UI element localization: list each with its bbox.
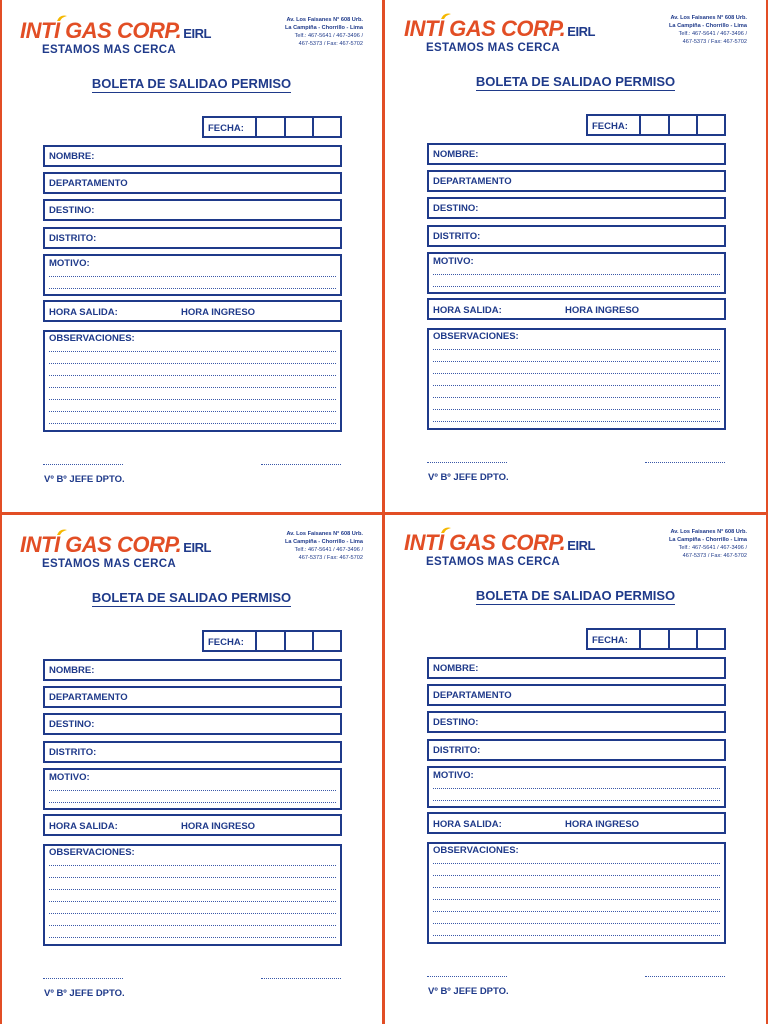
destino-label: DESTINO: (433, 717, 479, 728)
slogan: ESTAMOS MAS CERCA (426, 42, 560, 54)
motivo-field[interactable] (43, 254, 342, 296)
signature-line-left (427, 976, 507, 977)
fecha-field[interactable] (586, 114, 726, 136)
permit-slip (384, 0, 767, 510)
observaciones-line (433, 421, 720, 422)
observaciones-field[interactable] (427, 842, 726, 944)
observaciones-line (433, 899, 720, 900)
form-title-text: BOLETA DE SALIDAO PERMISO (475, 74, 676, 89)
signature-line-right (261, 978, 341, 979)
jefe-approval-label: Vº Bº JEFE DPTO. (44, 988, 125, 999)
permit-slip (384, 512, 767, 1024)
observaciones-line (49, 865, 336, 866)
observaciones-line (49, 411, 336, 412)
observaciones-line (49, 363, 336, 364)
observaciones-line (433, 863, 720, 864)
observaciones-line (433, 373, 720, 374)
form-title (0, 590, 383, 605)
fecha-month-cell[interactable] (668, 630, 670, 648)
observaciones-line (49, 925, 336, 926)
fecha-day-cell[interactable] (255, 118, 257, 136)
observaciones-line (433, 911, 720, 912)
brand-name (20, 532, 211, 558)
fecha-day-cell[interactable] (639, 630, 641, 648)
departamento-label: DEPARTAMENTO (433, 176, 512, 187)
destino-label: DESTINO: (433, 203, 479, 214)
hora-salida-label: HORA SALIDA: (49, 821, 118, 832)
nombre-field[interactable] (427, 143, 726, 165)
company-address (627, 528, 747, 560)
company-address (243, 16, 363, 48)
brand-name (404, 530, 595, 556)
destino-field[interactable] (427, 711, 726, 733)
address-line-1: Av. Los Faisanes N° 608 Urb. (670, 529, 747, 535)
motivo-line (49, 288, 336, 289)
fecha-label: FECHA: (592, 635, 628, 646)
address-line-2: La Campiña - Chorrillo - Lima (284, 25, 363, 31)
destino-label: DESTINO: (49, 205, 95, 216)
form-title (384, 74, 767, 89)
fecha-month-cell[interactable] (284, 118, 286, 136)
motivo-field[interactable] (427, 252, 726, 294)
motivo-line (433, 800, 720, 801)
hora-salida-label: HORA SALIDA: (433, 819, 502, 830)
phone-line-2: 467-5373 / Fax: 467-5702 (298, 41, 363, 47)
nombre-field[interactable] (43, 145, 342, 167)
distrito-field[interactable] (43, 227, 342, 249)
hora-field[interactable] (43, 300, 342, 322)
hora-salida-label: HORA SALIDA: (49, 307, 118, 318)
brand-suffix: EIRL (183, 26, 211, 41)
nombre-field[interactable] (43, 659, 342, 681)
motivo-label: MOTIVO: (433, 256, 474, 267)
hora-ingreso-label: HORA INGRESO (181, 821, 256, 832)
brand-suffix: EIRL (183, 540, 211, 555)
nombre-label: NOMBRE: (433, 149, 479, 160)
departamento-label: DEPARTAMENTO (433, 690, 512, 701)
distrito-field[interactable] (427, 225, 726, 247)
fecha-month-cell[interactable] (284, 632, 286, 650)
distrito-label: DISTRITO: (433, 745, 481, 756)
motivo-line (433, 788, 720, 789)
motivo-line (433, 286, 720, 287)
company-address (627, 14, 747, 46)
fecha-year-cell[interactable] (312, 118, 314, 136)
form-title (384, 588, 767, 603)
fecha-field[interactable] (202, 630, 342, 652)
fecha-year-cell[interactable] (696, 116, 698, 134)
destino-field[interactable] (43, 713, 342, 735)
departamento-field[interactable] (427, 170, 726, 192)
observaciones-line (49, 387, 336, 388)
departamento-field[interactable] (43, 686, 342, 708)
address-line-1: Av. Los Faisanes N° 608 Urb. (286, 17, 363, 23)
destino-label: DESTINO: (49, 719, 95, 730)
slogan: ESTAMOS MAS CERCA (42, 44, 176, 56)
departamento-label: DEPARTAMENTO (49, 178, 128, 189)
brand-text: INTI GAS CORP. (404, 16, 566, 41)
departamento-field[interactable] (427, 684, 726, 706)
hora-field[interactable] (427, 298, 726, 320)
departamento-label: DEPARTAMENTO (49, 692, 128, 703)
observaciones-line (433, 887, 720, 888)
company-logo (404, 16, 604, 62)
observaciones-label: OBSERVACIONES: (49, 333, 135, 344)
form-title-text: BOLETA DE SALIDAO PERMISO (91, 590, 292, 605)
signature-line-left (43, 978, 123, 979)
observaciones-label: OBSERVACIONES: (433, 845, 519, 856)
permit-slip (0, 514, 383, 1024)
motivo-label: MOTIVO: (49, 772, 90, 783)
address-line-1: Av. Los Faisanes N° 608 Urb. (670, 15, 747, 21)
motivo-line (49, 276, 336, 277)
observaciones-line (433, 349, 720, 350)
distrito-label: DISTRITO: (49, 747, 97, 758)
hora-ingreso-label: HORA INGRESO (565, 305, 640, 316)
observaciones-label: OBSERVACIONES: (433, 331, 519, 342)
fecha-day-cell[interactable] (255, 632, 257, 650)
fecha-label: FECHA: (208, 637, 244, 648)
fecha-year-cell[interactable] (696, 630, 698, 648)
observaciones-field[interactable] (43, 330, 342, 432)
distrito-label: DISTRITO: (433, 231, 481, 242)
brand-text: INTI GAS CORP. (20, 18, 182, 43)
observaciones-line (49, 901, 336, 902)
slogan: ESTAMOS MAS CERCA (42, 558, 176, 570)
nombre-label: NOMBRE: (49, 151, 95, 162)
observaciones-field[interactable] (427, 328, 726, 430)
permit-slip (0, 0, 383, 512)
company-logo (404, 530, 604, 576)
departamento-field[interactable] (43, 172, 342, 194)
distrito-label: DISTRITO: (49, 233, 97, 244)
observaciones-line (49, 399, 336, 400)
form-title-text: BOLETA DE SALIDAO PERMISO (475, 588, 676, 603)
destino-field[interactable] (427, 197, 726, 219)
nombre-label: NOMBRE: (433, 663, 479, 674)
slogan: ESTAMOS MAS CERCA (426, 556, 560, 568)
phone-line-1: Telf.: 467-5641 / 467-3496 / (678, 31, 747, 37)
signature-line-left (427, 462, 507, 463)
company-logo (20, 18, 220, 64)
form-title (0, 76, 383, 91)
fecha-month-cell[interactable] (668, 116, 670, 134)
phone-line-1: Telf.: 467-5641 / 467-3496 / (294, 33, 363, 39)
phone-line-2: 467-5373 / Fax: 467-5702 (682, 553, 747, 559)
jefe-approval-label: Vº Bº JEFE DPTO. (428, 986, 509, 997)
signature-line-right (645, 976, 725, 977)
phone-line-1: Telf.: 467-5641 / 467-3496 / (678, 545, 747, 551)
phone-line-2: 467-5373 / Fax: 467-5702 (298, 555, 363, 561)
brand-text: INTI GAS CORP. (404, 530, 566, 555)
hora-salida-label: HORA SALIDA: (433, 305, 502, 316)
observaciones-line (433, 361, 720, 362)
observaciones-line (49, 913, 336, 914)
observaciones-line (49, 877, 336, 878)
motivo-field[interactable] (43, 768, 342, 810)
signature-line-right (645, 462, 725, 463)
hora-field[interactable] (43, 814, 342, 836)
phone-line-1: Telf.: 467-5641 / 467-3496 / (294, 547, 363, 553)
observaciones-line (49, 351, 336, 352)
jefe-approval-label: Vº Bº JEFE DPTO. (44, 474, 125, 485)
hora-ingreso-label: HORA INGRESO (565, 819, 640, 830)
destino-field[interactable] (43, 199, 342, 221)
brand-name (20, 18, 211, 44)
address-line-2: La Campiña - Chorrillo - Lima (284, 539, 363, 545)
motivo-line (49, 790, 336, 791)
motivo-line (49, 802, 336, 803)
fecha-year-cell[interactable] (312, 632, 314, 650)
brand-text: INTI GAS CORP. (20, 532, 182, 557)
motivo-label: MOTIVO: (49, 258, 90, 269)
observaciones-line (49, 937, 336, 938)
company-logo (20, 532, 220, 578)
signature-line-left (43, 464, 123, 465)
hora-field[interactable] (427, 812, 726, 834)
address-line-1: Av. Los Faisanes N° 608 Urb. (286, 531, 363, 537)
brand-name (404, 16, 595, 42)
brand-suffix: EIRL (567, 538, 595, 553)
observaciones-line (49, 375, 336, 376)
form-title-text: BOLETA DE SALIDAO PERMISO (91, 76, 292, 91)
motivo-label: MOTIVO: (433, 770, 474, 781)
distrito-field[interactable] (43, 741, 342, 763)
nombre-field[interactable] (427, 657, 726, 679)
fecha-field[interactable] (202, 116, 342, 138)
observaciones-line (433, 385, 720, 386)
nombre-label: NOMBRE: (49, 665, 95, 676)
jefe-approval-label: Vº Bº JEFE DPTO. (428, 472, 509, 483)
distrito-field[interactable] (427, 739, 726, 761)
company-address (243, 530, 363, 562)
address-line-2: La Campiña - Chorrillo - Lima (668, 23, 747, 29)
observaciones-label: OBSERVACIONES: (49, 847, 135, 858)
fecha-day-cell[interactable] (639, 116, 641, 134)
fecha-label: FECHA: (208, 123, 244, 134)
observaciones-line (49, 423, 336, 424)
brand-suffix: EIRL (567, 24, 595, 39)
observaciones-line (433, 409, 720, 410)
hora-ingreso-label: HORA INGRESO (181, 307, 256, 318)
observaciones-line (433, 397, 720, 398)
motivo-line (433, 274, 720, 275)
observaciones-line (433, 875, 720, 876)
address-line-2: La Campiña - Chorrillo - Lima (668, 537, 747, 543)
observaciones-line (49, 889, 336, 890)
phone-line-2: 467-5373 / Fax: 467-5702 (682, 39, 747, 45)
signature-line-right (261, 464, 341, 465)
observaciones-field[interactable] (43, 844, 342, 946)
motivo-field[interactable] (427, 766, 726, 808)
observaciones-line (433, 935, 720, 936)
fecha-field[interactable] (586, 628, 726, 650)
observaciones-line (433, 923, 720, 924)
fecha-label: FECHA: (592, 121, 628, 132)
